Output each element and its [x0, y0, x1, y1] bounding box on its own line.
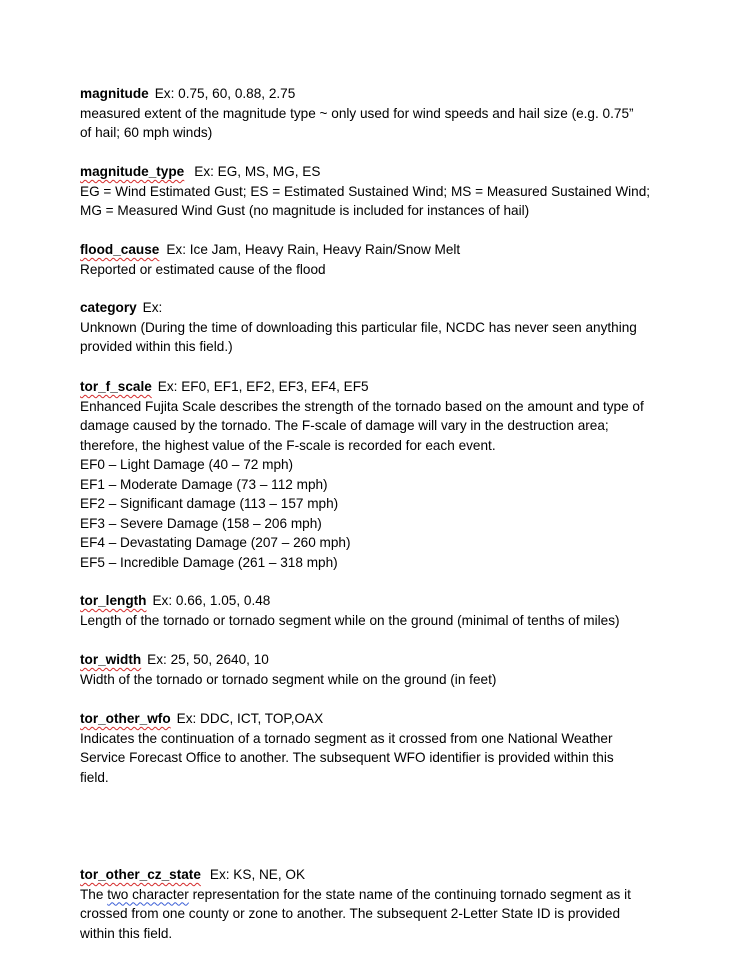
field-description-line: measured extent of the magnitude type ~ only used for wind speeds and hail size (e.g. 0.75” [80, 105, 634, 121]
field-name: flood_cause [80, 242, 160, 257]
field-heading [80, 591, 710, 611]
field-name: tor_f_scale [80, 379, 152, 394]
field-flood-cause [80, 240, 710, 279]
scale-entry: EF5 – Incredible Damage (261 – 318 mph) [80, 554, 338, 570]
field-name: tor_other_wfo [80, 711, 171, 726]
field-description-line: Reported or estimated cause of the flood [80, 261, 326, 277]
field-name: category [80, 300, 137, 315]
scale-entry: EF4 – Devastating Damage (207 – 260 mph) [80, 535, 351, 550]
field-tor-length [80, 591, 710, 630]
field-name: tor_length [80, 593, 147, 608]
scale-entry: EF1 – Moderate Damage (73 – 112 mph) [80, 476, 328, 492]
field-example: Ex: 0.75, 60, 0.88, 2.75 [154, 86, 296, 101]
field-tor-other-wfo [80, 709, 710, 787]
field-description-line: Length of the tornado or tornado segment while on the ground (minimal of tenths of miles) [80, 612, 620, 628]
field-description-line: crossed from one county or zone to another. The subsequent 2-Letter State ID is provided [80, 906, 621, 921]
field-tor-other-cz-state [80, 865, 710, 943]
field-heading [80, 84, 710, 104]
field-magnitude [80, 84, 710, 143]
field-name: magnitude_type [80, 164, 185, 179]
field-description-line: field. [80, 769, 109, 785]
text-run: representation for the state name of the continuing tornado segment as it [188, 886, 631, 902]
field-example: Ex: [142, 300, 163, 315]
field-magnitude-type [80, 162, 710, 221]
field-description-line: damage caused by the tornado. The F-scale of damage will vary in the destruction area; [80, 418, 609, 433]
field-description-line: Unknown (During the time of downloading this particular file, NCDC has never seen anything [80, 319, 637, 335]
field-heading [80, 650, 710, 670]
field-description-line: Service Forecast Office to another. The subsequent WFO identifier is provided within this [80, 750, 614, 765]
text-run: The [80, 886, 108, 902]
field-heading [80, 298, 710, 318]
field-heading [80, 377, 710, 397]
scale-entry: EF0 – Light Damage (40 – 72 mph) [80, 457, 294, 472]
field-example: Ex: Ice Jam, Heavy Rain, Heavy Rain/Snow Melt [166, 242, 461, 257]
field-example: Ex: EG, MS, MG, ES [194, 164, 321, 179]
field-description-line: provided within this field.) [80, 339, 233, 354]
field-example: Ex: EF0, EF1, EF2, EF3, EF4, EF5 [157, 379, 369, 394]
field-description-line [80, 885, 710, 905]
field-description-line: MG = Measured Wind Gust (no magnitude is included for instances of hail) [80, 203, 530, 218]
field-description-line: of hail; 60 mph winds) [80, 125, 213, 140]
field-heading [80, 240, 710, 260]
field-category [80, 298, 710, 357]
field-description-line: Enhanced Fujita Scale describes the strength of the tornado based on the amount and type of [80, 398, 644, 414]
field-description-line: Width of the tornado or tornado segment while on the ground (in feet) [80, 671, 497, 687]
field-name: tor_other_cz_state [80, 867, 201, 882]
field-heading [80, 709, 710, 729]
scale-entry: EF2 – Significant damage (113 – 157 mph) [80, 496, 339, 511]
field-heading [80, 865, 710, 885]
field-example: Ex: DDC, ICT, TOP,OAX [176, 711, 324, 726]
field-description-line: within this field. [80, 925, 173, 941]
field-tor-f-scale [80, 377, 710, 572]
field-description-line: EG = Wind Estimated Gust; ES = Estimated Sustained Wind; MS = Measured Sustained Wind; [80, 183, 651, 199]
field-description-line: therefore, the highest value of the F-scale is recorded for each event. [80, 437, 496, 453]
field-example: Ex: 25, 50, 2640, 10 [147, 652, 269, 667]
field-name: magnitude [80, 86, 149, 101]
field-description-line: Indicates the continuation of a tornado segment as it crossed from one National Weather [80, 730, 613, 746]
scale-entry: EF3 – Severe Damage (158 – 206 mph) [80, 515, 322, 531]
field-example: Ex: KS, NE, OK [209, 867, 306, 882]
grammar-flagged-text: two character [107, 886, 189, 902]
field-heading [80, 162, 710, 182]
field-tor-width [80, 650, 710, 689]
field-name: tor_width [80, 652, 142, 667]
field-example: Ex: 0.66, 1.05, 0.48 [152, 593, 271, 608]
